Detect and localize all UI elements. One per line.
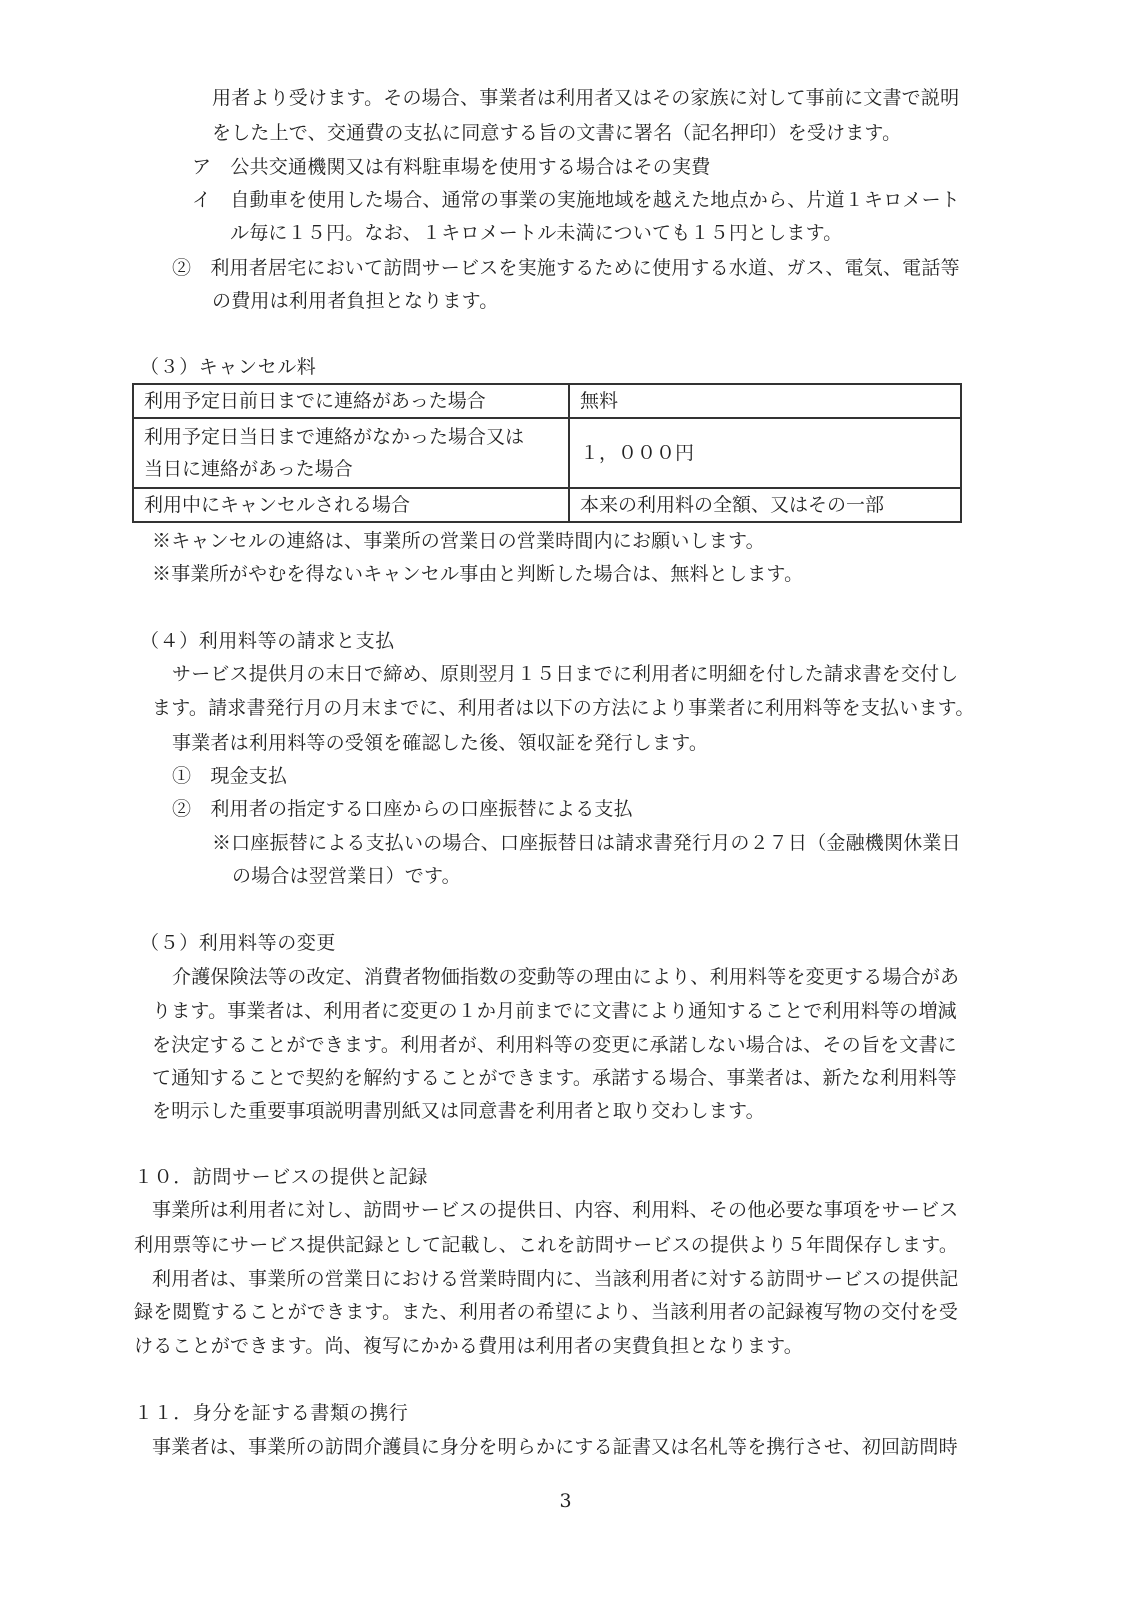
table-cell-condition: 利用予定日前日までに連絡があった場合 xyxy=(133,384,569,418)
section-heading-change: （５）利用料等の変更 xyxy=(140,932,337,954)
note-line: ※事業所がやむを得ないキャンセル事由と判断した場合は、無料とします。 xyxy=(152,563,804,585)
body-line: ル毎に１５円。なお、１キロメートル未満についても１５円とします。 xyxy=(230,222,843,244)
list-item-a: ア 公共交通機関又は有料駐車場を使用する場合はその実費 xyxy=(192,156,711,178)
section-heading-cancel: （３）キャンセル料 xyxy=(140,356,317,378)
body-line: 事業所は利用者に対し、訪問サービスの提供日、内容、利用料、その他必要な事項をサービス xyxy=(152,1199,959,1221)
section-heading-11: １１．身分を証する書類の携行 xyxy=(134,1402,409,1424)
list-item-2: ② 利用者居宅において訪問サービスを実施するために使用する水道、ガス、電気、電話等 xyxy=(172,257,960,279)
body-line: けることができます。尚、複写にかかる費用は利用者の実費負担となります。 xyxy=(134,1335,803,1357)
body-line: 事業者は利用料等の受領を確認した後、領収証を発行します。 xyxy=(172,732,709,754)
table-row xyxy=(133,418,961,488)
body-line: を決定することができます。利用者が、利用料等の変更に承諾しない場合は、その旨を文書に xyxy=(152,1034,957,1056)
section-heading-10: １０．訪問サービスの提供と記録 xyxy=(134,1166,429,1188)
table-row xyxy=(133,384,961,418)
table-cell-fee: 無料 xyxy=(569,384,961,418)
body-line: ます。請求書発行月の月末までに、利用者は以下の方法により事業者に利用料等を支払います。 xyxy=(152,697,975,719)
body-line: ります。事業者は、利用者に変更の１か月前までに文書により通知することで利用料等の増減 xyxy=(152,1000,957,1022)
table-cell-condition: 利用中にキャンセルされる場合 xyxy=(133,488,569,522)
table-cell-fee: 本来の利用料の全額、又はその一部 xyxy=(569,488,961,522)
body-line: 録を閲覧することができます。また、利用者の希望により、当該利用者の記録複写物の交付を受 xyxy=(134,1301,959,1323)
note-line: ※口座振替による支払いの場合、口座振替日は請求書発行月の２７日（金融機関休業日 xyxy=(212,832,961,854)
body-line: て通知することで契約を解約することができます。承諾する場合、事業者は、新たな利用料等 xyxy=(152,1067,957,1089)
cancellation-fee-table xyxy=(132,383,962,523)
body-line: の費用は利用者負担となります。 xyxy=(212,290,499,312)
section-heading-billing: （４）利用料等の請求と支払 xyxy=(140,630,395,652)
body-line: を明示した重要事項説明書別紙又は同意書を利用者と取り交わします。 xyxy=(152,1100,765,1122)
table-cell-condition xyxy=(133,418,569,488)
note-line: ※キャンセルの連絡は、事業所の営業日の営業時間内にお願いします。 xyxy=(152,530,765,552)
list-item-i: イ 自動車を使用した場合、通常の事業の実施地域を越えた地点から、片道１キロメート xyxy=(192,189,961,211)
body-line: サービス提供月の末日で締め、原則翌月１５日までに利用者に明細を付した請求書を交付し xyxy=(172,663,959,685)
table-cell-fee: １，０００円 xyxy=(569,418,961,488)
list-item-1: ① 現金支払 xyxy=(172,765,288,787)
page-number: 3 xyxy=(559,1490,572,1512)
note-line: の場合は翌営業日）です。 xyxy=(232,865,461,887)
table-row xyxy=(133,488,961,522)
body-line: 利用票等にサービス提供記録として記載し、これを訪問サービスの提供より５年間保存します。 xyxy=(134,1234,959,1256)
body-line: 利用者は、事業所の営業日における営業時間内に、当該利用者に対する訪問サービスの提供記 xyxy=(152,1268,959,1290)
table-cell-text: 利用予定日当日まで連絡がなかった場合又は xyxy=(144,426,525,448)
body-line: 介護保険法等の改定、消費者物価指数の変動等の理由により、利用料等を変更する場合があ xyxy=(172,966,960,988)
list-item-2: ② 利用者の指定する口座からの口座振替による支払 xyxy=(172,798,633,820)
body-line: 事業者は、事業所の訪問介護員に身分を明らかにする証書又は名札等を携行させ、初回訪問時 xyxy=(152,1436,958,1458)
table-cell-text: 当日に連絡があった場合 xyxy=(144,458,353,480)
body-line: をした上で、交通費の支払に同意する旨の文書に署名（記名押印）を受けます。 xyxy=(212,122,902,144)
body-line: 用者より受けます。その場合、事業者は利用者又はその家族に対して事前に文書で説明 xyxy=(212,87,960,109)
